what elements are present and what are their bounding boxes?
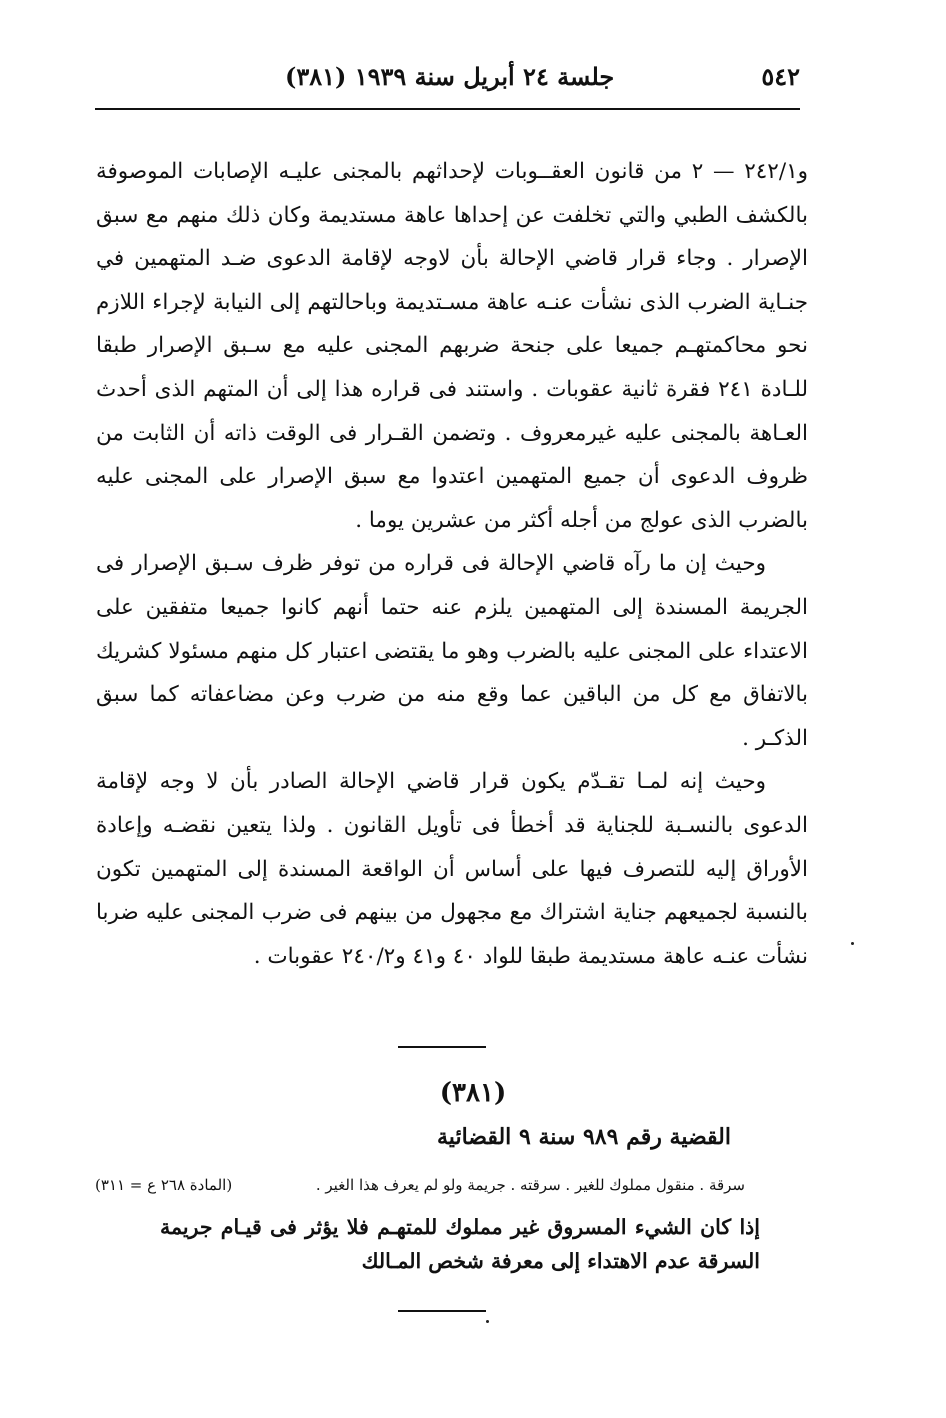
- case-keywords: سرقة . منقول مملوك للغير . سرقته . جريمة ولو لم يعرف هذا الغير .: [315, 1176, 745, 1194]
- body-paragraph-3: وحيث إنه لمـا تقـدّم يكون قرار قاضي الإحالة الصادر بأن لا وجه لإقامة الدعوى بالنسـبة للجناية قد أخطأ فى تأويل القانون . ولذا يتعين نقضـه وإعادة الأوراق إليه للتصرف فيها على أساس أن الواقعة المسندة إلى المتهمين تكون بالنسبة لجميعهم جناية اشتراك مع مجهول من بينهم فى ضرب المجنى عليه ضربا نشأت عنـه عاهة مستديمة طبقا للواد ٤٠ و٤١ و٢٤٠/٢ عقوبات .: [96, 769, 808, 969]
- page-number: ٥٤٢: [761, 62, 800, 91]
- legal-principle: [160, 1210, 760, 1278]
- legal-principle-text: إذا كان الشيء المسروق غير مملوك للمتهـم فلا يؤثر فى قيـام جريمة السرقة عدم الاهتداء إلى معرفة شخص المـالك: [160, 1215, 760, 1273]
- end-divider: [398, 1310, 486, 1312]
- body-paragraph-1: و٢٤٢/١ — ٢ من قانون العقــوبات لإحداثهم بالمجنى عليـه الإصابات الموصوفة بالكشف الطبي والتي تخلفت عن إحداها عاهة مستديمة وكان ذلك منهم مع سبق الإصرار . وجاء قرار قاضي الإحالة بأن لاوجه لإقامة الدعوى ضـد المتهمين في جنـاية الضرب الذى نشأت عنـه عاهة مسـتديمة وباحالتهم إلى النيابة لإجراء اللازم نحو محاكمتهـم جميعا على جنحة ضربهم المجنى عليه مع سـبق الإصرار طبقا للـادة ٢٤١ فقرة ثانية عقوبات . واستند فى قراره هذا إلى أن المتهم الذى أحدث العـاهة بالمجنى عليه غيرمعروف . وتضمن القـرار فى الوقت ذاته أن الثابت من ظروف الدعوى أن جميع المتهمين اعتدوا مع سبق الإصرار على المجنى عليه بالضرب الذى عولج من أجله أكثر من عشرين يوما .: [96, 159, 809, 533]
- scan-speck: [851, 942, 854, 945]
- case-number: (٣٨١): [439, 1078, 507, 1108]
- case-title: القضية رقم ٩٨٩ سنة ٩ القضائية: [437, 1124, 731, 1150]
- scan-speck: [486, 1320, 489, 1323]
- running-head: جلسة ٢٤ أبريل سنة ١٩٣٩ (٣٨١): [285, 62, 615, 91]
- header-rule: [95, 108, 800, 110]
- section-divider: [398, 1046, 486, 1048]
- keywords-row: [95, 1176, 745, 1206]
- body-text: [96, 150, 808, 978]
- page-header: [95, 58, 800, 110]
- body-paragraph-2: وحيث إن ما رآه قاضي الإحالة فى قراره من توفر ظرف سـبق الإصرار فى الجريمة المسندة إلى المتهمين يلزم عنه حتما أنهم كانوا جميعا متفقين على الاعتداء على المجنى عليه بالضرب وهو ما يقتضى اعتبار كل منهم مسئولا كشريك بالاتفاق مع كل من الباقين عما وقع منه من ضرب وعن مضاعفاته كما سبق الذكـر .: [96, 551, 808, 751]
- article-reference: (المادة ٢٦٨ ع = ٣١١): [95, 1176, 233, 1194]
